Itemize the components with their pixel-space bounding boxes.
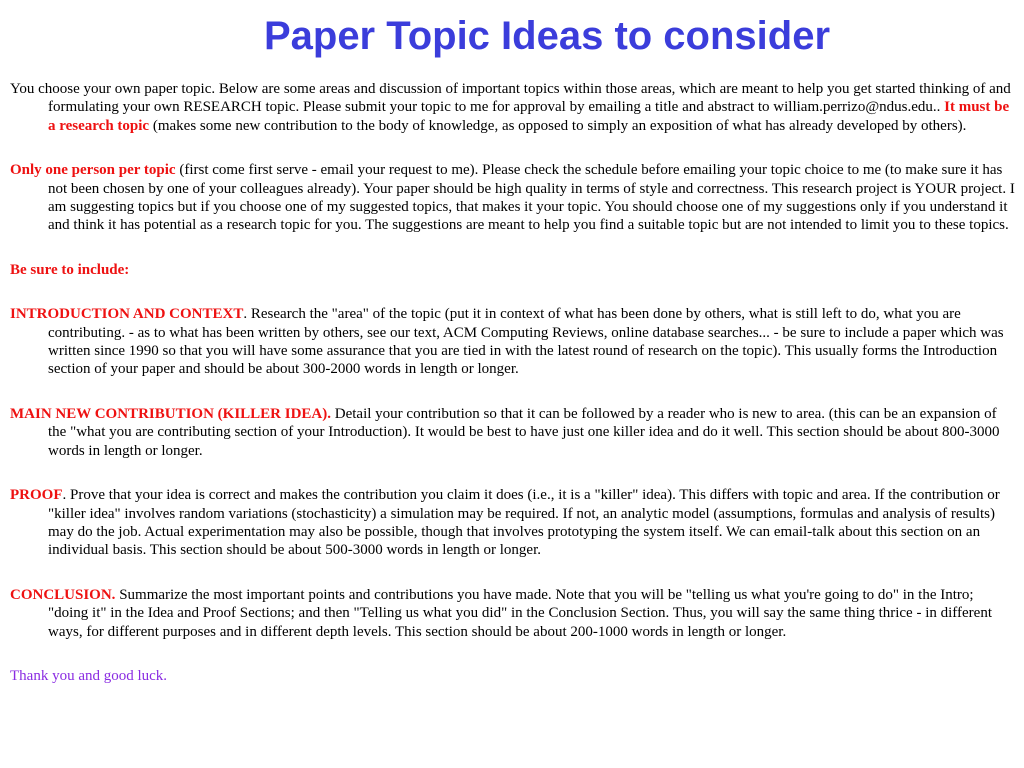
introduction-paragraph xyxy=(10,305,1016,379)
intro-text-1: You choose your own paper topic. Below are some areas and discussion of important topics within those areas, which are meant to help you get started thinking of and formulating your own RESEARCH topic. Please submit your topic to me for approval by emailing a title and abstract to william.perrizo@ndus.edu.. xyxy=(10,81,1011,116)
one-person-highlight: Only one person per topic xyxy=(10,162,176,179)
intro-paragraph xyxy=(10,80,1016,135)
proof-text: . Prove that your idea is correct and makes the contribution you claim it does (i.e., it is a "killer" idea). This differs with topic and area. If the contribution or "killer idea" involves random variations (stochasticity) a simulation may be required. If not, an analytic model (assumptions, formulas and analysis of results) may do the job. Actual experimentation may also be possible, though that involves prototyping the system itself. We can email-talk about this section on an individual basis. This section should be about 500-3000 words in length or longer. xyxy=(48,487,1000,559)
page-title: Paper Topic Ideas to consider xyxy=(263,14,831,58)
introduction-heading: INTRODUCTION AND CONTEXT xyxy=(10,306,244,323)
proof-heading: PROOF xyxy=(10,487,63,504)
conclusion-text: Summarize the most important points and contributions you have made. Note that you will be "telling us what you're going to do" in the Intro; "doing it" in the Idea and Proof Sections; and then "Telling us what you did" in the Conclusion Section. Thus, you will say the same thing thrice - in different ways, for different purposes and in different depth levels. This section should be about 200-1000 words in length or longer. xyxy=(48,586,992,640)
be-sure-paragraph xyxy=(10,261,1016,279)
be-sure-heading: Be sure to include: xyxy=(10,261,130,278)
research-topic-highlight: It must be a research topic xyxy=(48,99,1010,134)
proof-paragraph xyxy=(10,486,1016,560)
one-person-paragraph xyxy=(10,161,1016,235)
contribution-text: Detail your contribution so that it can be followed by a reader who is new to area. (this can be an expansion of the "what you are contributing section of your Introduction). It would be best to have just one killer idea and do it well. This section should be about 800-3000 words in length or longer. xyxy=(48,405,1000,459)
thanks-line: Thank you and good luck. xyxy=(10,667,168,684)
document-body xyxy=(10,80,1016,685)
conclusion-heading: CONCLUSION. xyxy=(10,586,116,603)
contribution-heading: MAIN NEW CONTRIBUTION (KILLER IDEA). xyxy=(10,405,332,422)
intro-text-2: (makes some new contribution to the body of knowledge, as opposed to simply an exposition of what has already developed by others). xyxy=(149,117,967,134)
conclusion-paragraph xyxy=(10,586,1016,641)
contribution-paragraph xyxy=(10,405,1016,460)
one-person-text: (first come first serve - email your request to me). Please check the schedule before emailing your topic choice to me (to make sure it has not been chosen by one of your colleagues already). Your paper should be high quality in terms of style and correctness. This research project is YOUR project. I am suggesting topics but if you choose one of my suggested topics, that makes it your topic. You should choose one of my suggestions only if you understand it and think it has potential as a research topic for you. The suggestions are meant to help you find a suitable topic but are not intended to limit you to these topics. xyxy=(48,162,1015,234)
introduction-text: . Research the "area" of the topic (put it in context of what has been done by others, what is still left to do, what you are contributing. - as to what has been written by others, see our text, ACM Computing Reviews, online database searches... - be sure to include a paper which was written since 1990 so that you will have some assurance that you are tied in with the latest round of research on the topic). This usually forms the Introduction section of your paper and should be about 300-2000 words in length or longer. xyxy=(48,306,1004,378)
